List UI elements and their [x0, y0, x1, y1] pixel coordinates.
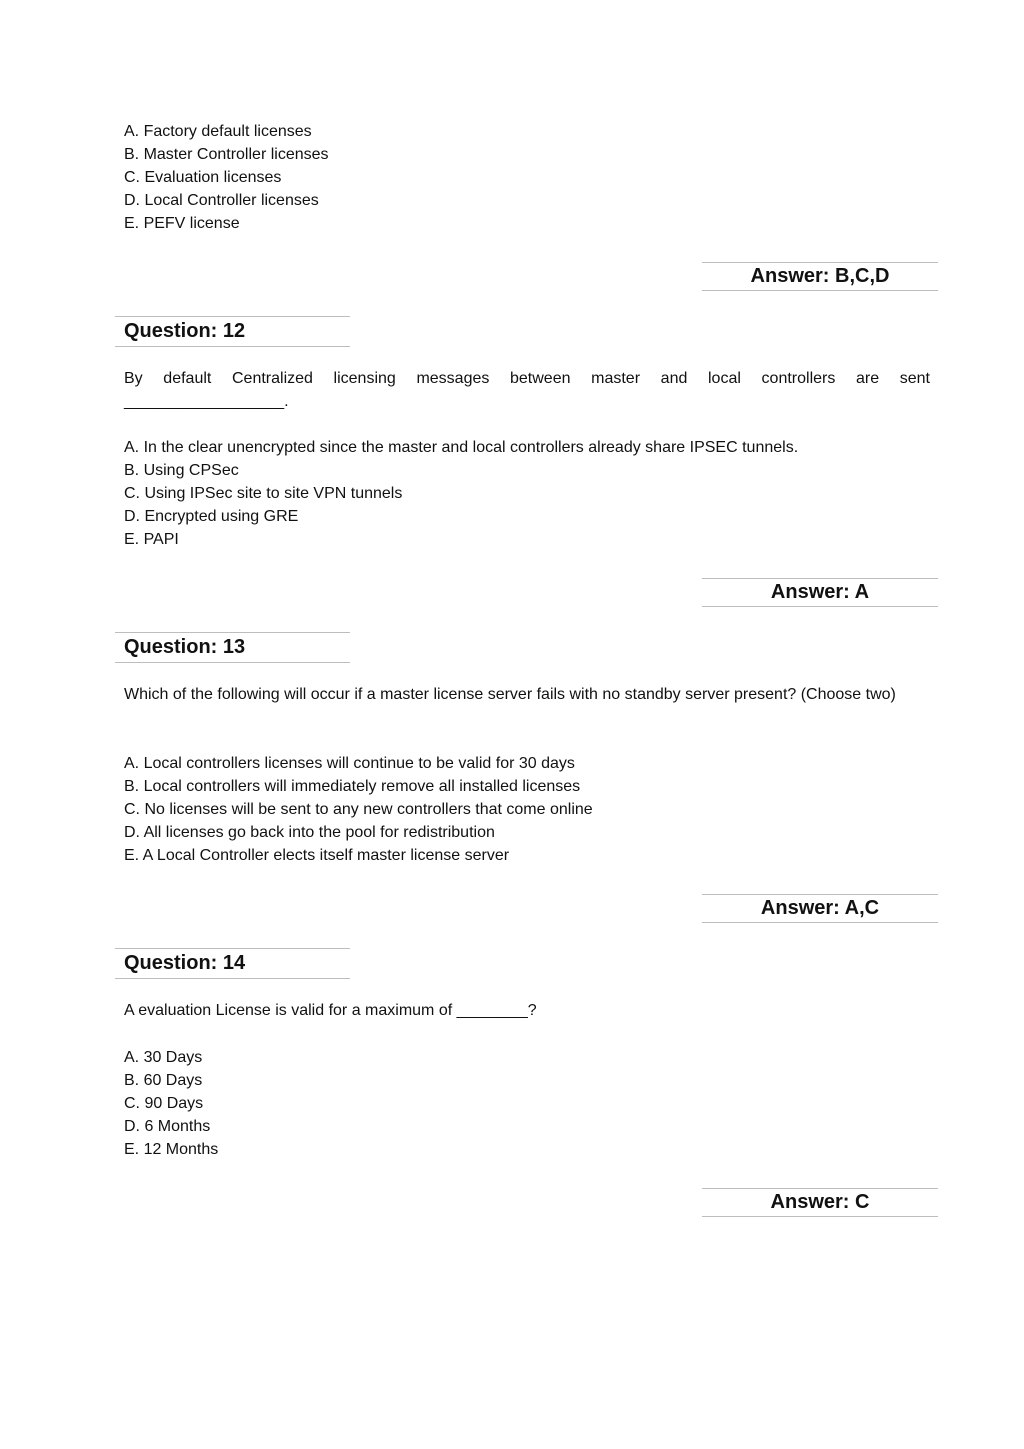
answer-q13: Answer: A,C: [702, 894, 938, 923]
option-d: D. 6 Months: [124, 1118, 211, 1135]
question-12-text-line-2: __________________.: [124, 393, 289, 410]
question-12-text: [124, 367, 930, 413]
option-a: A. In the clear unencrypted since the master and local controllers already share IPSEC tunnels.: [124, 439, 799, 456]
option-a: A. 30 Days: [124, 1049, 203, 1066]
option-a: A. Factory default licenses: [124, 123, 312, 140]
option-e: E. PEFV license: [124, 215, 240, 232]
question-13-text: Which of the following will occur if a master license server fails with no standby server present? (Choose two): [124, 686, 896, 703]
option-b: B. Using CPSec: [124, 462, 239, 479]
question-11-options: [124, 120, 930, 235]
option-e: E. PAPI: [124, 531, 179, 548]
option-c: C. No licenses will be sent to any new controllers that come online: [124, 801, 593, 818]
answer-q14: Answer: C: [702, 1188, 938, 1217]
option-b: B. Local controllers will immediately remove all installed licenses: [124, 778, 581, 795]
question-13-options: [124, 752, 930, 867]
option-e: E. 12 Months: [124, 1141, 219, 1158]
question-12-heading: Question: 12: [115, 316, 350, 347]
option-d: D. Local Controller licenses: [124, 192, 319, 209]
question-14-options: [124, 1046, 930, 1161]
answer-q12: Answer: A: [702, 578, 938, 607]
question-14-heading: Question: 14: [115, 948, 350, 979]
question-14-text: A evaluation License is valid for a maximum of ________?: [124, 1002, 537, 1019]
answer-q11: Answer: B,C,D: [702, 262, 938, 291]
option-e: E. A Local Controller elects itself master license server: [124, 847, 510, 864]
question-13-heading: Question: 13: [115, 632, 350, 663]
option-b: B. Master Controller licenses: [124, 146, 329, 163]
question-12-options: [124, 436, 930, 551]
option-d: D. All licenses go back into the pool for redistribution: [124, 824, 495, 841]
option-b: B. 60 Days: [124, 1072, 203, 1089]
option-a: A. Local controllers licenses will continue to be valid for 30 days: [124, 755, 575, 772]
option-c: C. Evaluation licenses: [124, 169, 282, 186]
option-d: D. Encrypted using GRE: [124, 508, 299, 525]
question-12-text-line-1: By default Centralized licensing messages between master and local controllers are sent: [124, 370, 930, 387]
option-c: C. 90 Days: [124, 1095, 204, 1112]
option-c: C. Using IPSec site to site VPN tunnels: [124, 485, 403, 502]
